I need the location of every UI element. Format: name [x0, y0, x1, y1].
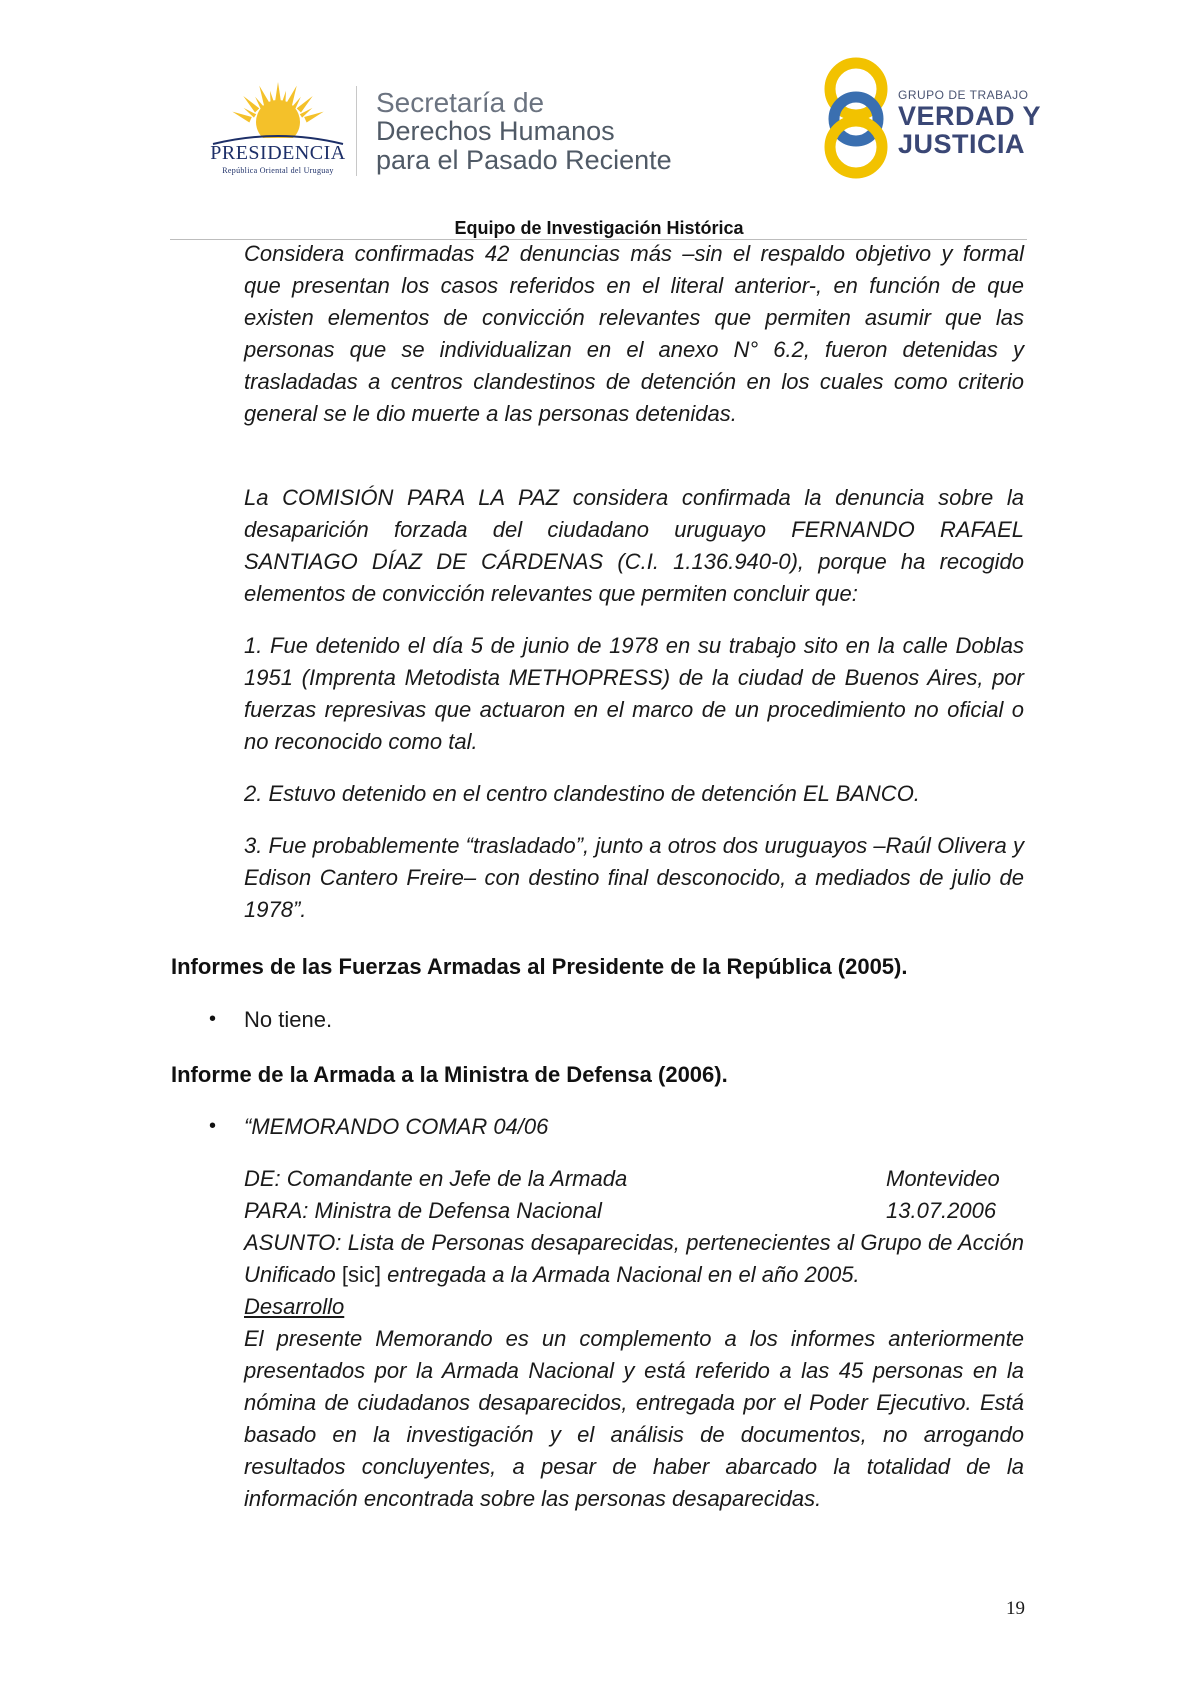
paragraph-item-3: 3. Fue probablemente “trasladado”, junto a otros dos uruguayos –Raúl Olivera y Edison Cantero Freire– con destino final desconocido, a mediados de julio de 1978”.	[244, 833, 1024, 922]
grupo-line-1: GRUPO DE TRABAJO	[898, 88, 1029, 102]
memo-para-row	[244, 1195, 1024, 1227]
memo-de: DE: Comandante en Jefe de la Armada	[244, 1166, 628, 1191]
memo-de-row	[244, 1163, 1024, 1195]
grupo-line-2: VERDAD Y	[898, 101, 1042, 131]
paragraph-42-denuncias: Considera confirmadas 42 denuncias más –sin el respaldo objetivo y formal que presentan los casos referidos en el literal anterior-, en función de que existen elementos de convicción relevantes que permiten asumir que las personas que se individualizan en el anexo N° 6.2, fueron detenidas y trasladadas a centros clandestinos de detención en los cuales como criterio general se le dio muerte a las personas detenidas.	[244, 241, 1024, 426]
grupo-trabajo-wordmark	[898, 88, 1041, 158]
presidencia-name: PRESIDENCIA	[210, 142, 346, 164]
grupo-trabajo-rings-logo	[820, 55, 910, 180]
memo-desarrollo: Desarrollo	[244, 1294, 345, 1319]
paragraph-item-1: 1. Fue detenido el día 5 de junio de 1978 en su trabajo sito en la calle Doblas 1951 (Imprenta Metodista METHOPRESS) de la ciudad de Buenos Aires, por fuerzas represivas que actuaron en el marco de un procedimiento no oficial o no reconocido como tal.	[244, 633, 1024, 754]
memo-place: Montevideo	[886, 1166, 1000, 1191]
paragraph-comision-paz: La COMISIÓN PARA LA PAZ considera confirmada la denuncia sobre la desaparición forzada del ciudadano uruguayo FERNANDO RAFAEL SANTIAGO DÍAZ DE CÁRDENAS (C.I. 1.136.940-0), porque ha recogido elementos de convicción relevantes que permiten concluir que:	[244, 485, 1024, 606]
logo-separator	[356, 86, 357, 176]
memo-asunto	[244, 1227, 1024, 1291]
memo-date: 13.07.2006	[886, 1198, 997, 1223]
bullet-marker: •	[209, 1008, 217, 1030]
section-heading-fuerzas-armadas: Informes de las Fuerzas Armadas al Presidente de la República (2005).	[171, 954, 908, 979]
memo-body: El presente Memorando es un complemento a los informes anteriormente presentados por la Armada Nacional y está referido a las 45 personas en la nómina de ciudadanos desaparecidos, entregada por el Poder Ejecutivo. Está basado en la investigación y el análisis de documentos, no arrogando resultados concluyentes, a pesar de haber abarcado la totalidad de la información encontrada sobre las personas desaparecidas.	[244, 1326, 1024, 1511]
page-number: 19	[1006, 1598, 1025, 1619]
secretaria-line-2: Derechos Humanos	[376, 116, 615, 146]
presidencia-wordmark	[198, 142, 358, 175]
grupo-line-3: JUSTICIA	[898, 129, 1026, 159]
secretaria-line-3: para el Pasado Reciente	[376, 145, 672, 175]
presidencia-subtitle: República Oriental del Uruguay	[222, 166, 334, 175]
memo-desarrollo-heading	[244, 1291, 1024, 1323]
memo-asunto-b: entregada a la Armada Nacional en el año 2005.	[387, 1262, 860, 1287]
secretaria-wordmark	[376, 88, 672, 175]
bullet-marker: •	[209, 1115, 217, 1137]
header-team-title: Equipo de Investigación Histórica	[454, 218, 744, 238]
secretaria-line-1: Secretaría de	[376, 87, 545, 118]
memo-para: PARA: Ministra de Defensa Nacional	[244, 1198, 602, 1223]
section-heading-armada: Informe de la Armada a la Ministra de Defensa (2006).	[171, 1062, 728, 1087]
list-item-no-tiene: No tiene.	[244, 1007, 333, 1032]
page-header	[0, 0, 1190, 200]
memo-asunto-a: ASUNTO: Lista de Personas desaparecidas, pertenecientes al Grupo de Acción Unificado	[244, 1230, 1024, 1287]
memo-asunto-sic: [sic]	[341, 1262, 381, 1287]
paragraph-item-2: 2. Estuvo detenido en el centro clandestino de detención EL BANCO.	[244, 781, 920, 806]
memo-title: “MEMORANDO COMAR 04/06	[244, 1114, 549, 1139]
